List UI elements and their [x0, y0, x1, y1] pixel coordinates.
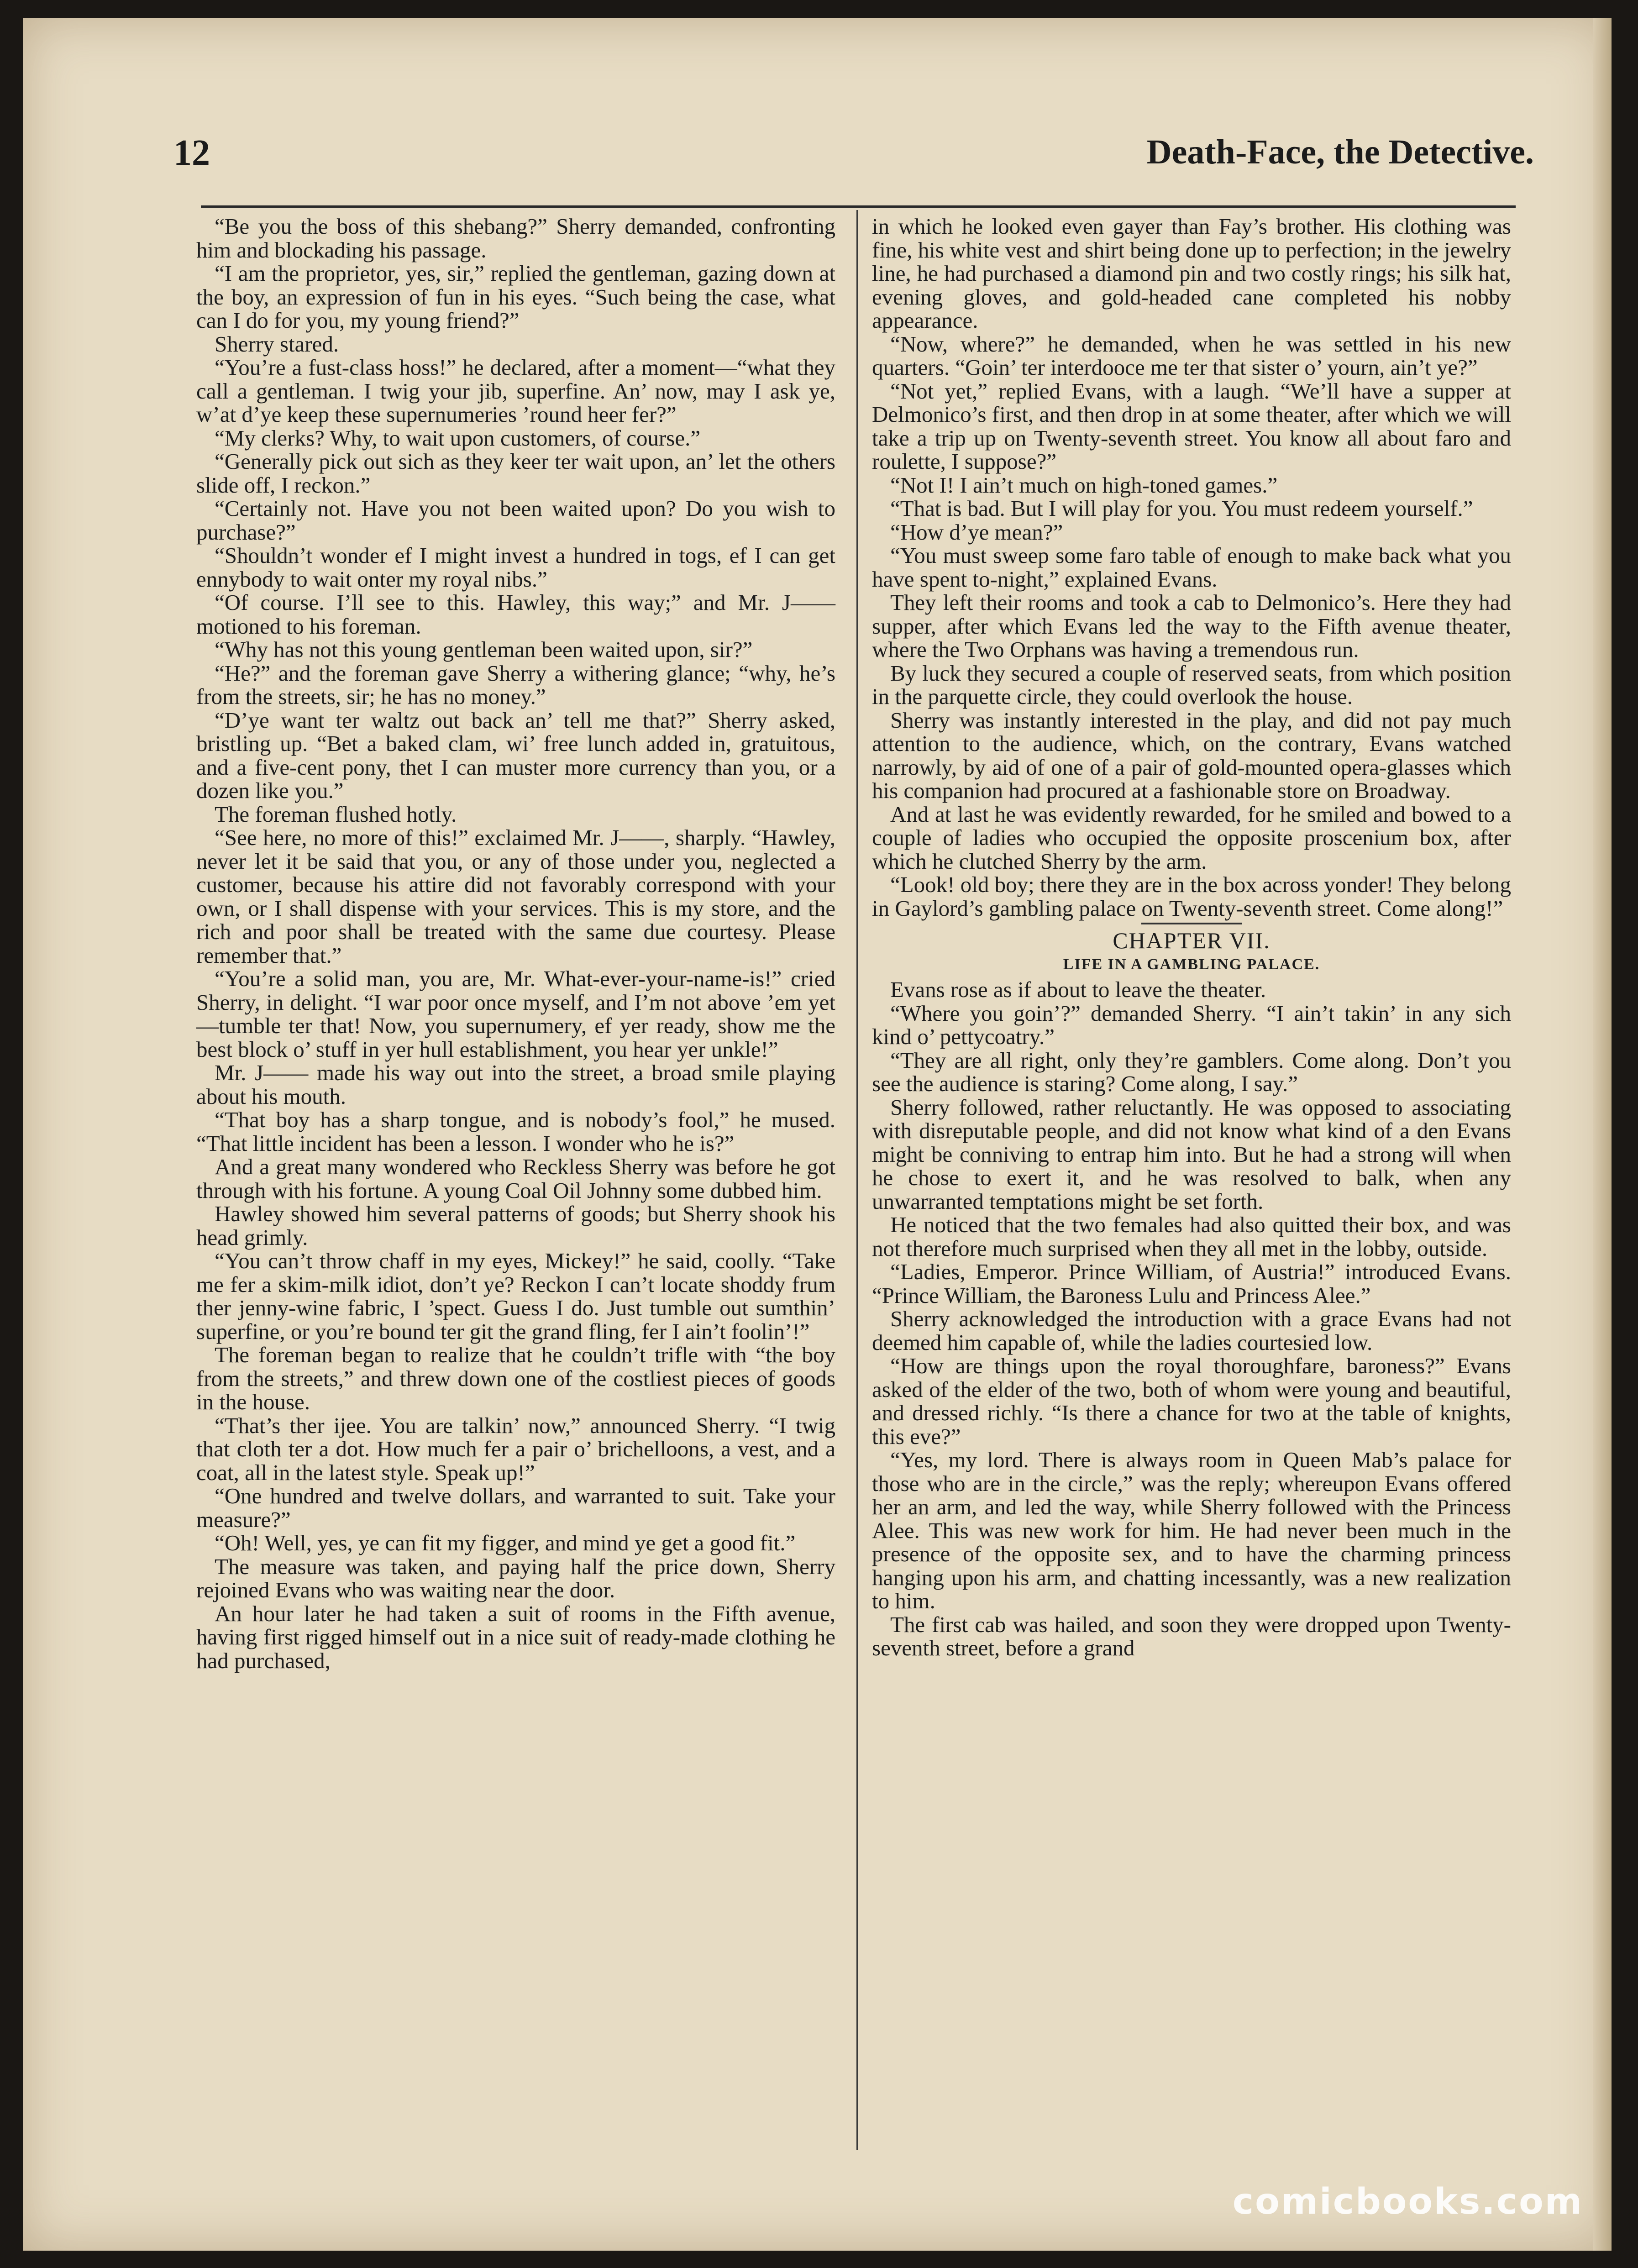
running-title: Death-Face, the Detective.: [1146, 133, 1534, 171]
paragraph: “Generally pick out sich as they keer ter wait upon, an’ let the others slide off, I reckon.”: [196, 449, 835, 498]
paragraph: in which he looked even gayer than Fay’s brother. His clothing was fine, his white vest and shirt being done up to perfection; in the jewelry line, he had purchased a diamond pin and two costly rings; his silk hat, evening gloves, and gold-headed cane completed his nobby appearance.: [872, 214, 1511, 333]
paragraph: “My clerks? Why, to wait upon customers, of course.”: [215, 425, 701, 451]
paragraph: The measure was taken, and paying half the price down, Sherry rejoined Evans who was waiting near the door.: [196, 1554, 835, 1602]
paragraph: “You can’t throw chaff in my eyes, Mickey!” he said, coolly. “Take me fer a skim-milk idiot, don’t ye? Reckon I can’t locate shoddy frum ther jenny-wine fabric, I ’spect. Guess I do. Just tumble out sumthin’ superfine, or you’re bound ter git the grand fling, fer I ain’t foolin’!”: [196, 1248, 835, 1344]
paragraph: And at last he was evidently rewarded, for he smiled and bowed to a couple of ladies who occupied the opposite proscenium box, after which he clutched Sherry by the arm.: [872, 801, 1511, 874]
paragraph: “One hundred and twelve dollars, and warranted to suit. Take your measure?”: [196, 1483, 835, 1532]
paragraph: “Oh! Well, yes, ye can fit my figger, and mind ye get a good fit.”: [215, 1530, 796, 1555]
paragraph: “Be you the boss of this shebang?” Sherry demanded, confronting him and blockading his passage.: [196, 214, 835, 262]
paragraph: “They are all right, only they’re gamblers. Come along. Don’t you see the audience is staring? Come along, I say.”: [872, 1047, 1511, 1096]
paragraph: “Not yet,” replied Evans, with a laugh. “We’ll have a supper at Delmonico’s first, and then drop in at some theater, after which we will take a trip up on Twenty-seventh street. You know all about faro and roulette, I suppose?”: [872, 378, 1511, 474]
paragraph: “See here, no more of this!” exclaimed Mr. J——, sharply. “Hawley, never let it be said that you, or any of those under you, neglected a customer, because his attire did not favorably correspond with your own, or I shall dispense with your services. This is my store, and the rich and poor shall be treated with the same due courtesy. Please remember that.”: [196, 825, 835, 968]
paragraph: The foreman flushed hotly.: [215, 801, 457, 827]
paragraph: “You’re a solid man, you are, Mr. What-ever-your-name-is!” cried Sherry, in delight. “I war poor once myself, and I’m not above ’em yet—tumble ter that! Now, you supernumery, ef yer ready, show me the best block o’ stuff in yer hull establishment, you hear yer unkle!”: [196, 966, 835, 1062]
paragraph: And a great many wondered who Reckless Sherry was before he got through with his fortune. A young Coal Oil Johnny some dubbed him.: [196, 1154, 835, 1203]
paragraph: They left their rooms and took a cab to Delmonico’s. Here they had supper, after which Evans led the way to the Fifth avenue theater, where the Two Orphans was having a tremendous run.: [872, 590, 1511, 662]
chapter-heading: CHAPTER VII.: [1113, 928, 1270, 953]
paragraph: The first cab was hailed, and soon they were dropped upon Twenty-seventh street, before a grand: [872, 1612, 1511, 1660]
paragraph: “I am the proprietor, yes, sir,” replied the gentleman, gazing down at the boy, an expression of fun in his eyes. “Such being the case, what can I do for you, my young friend?”: [196, 261, 835, 333]
watermark: comicbooks.com: [1232, 2181, 1583, 2222]
paragraph: Hawley showed him several patterns of goods; but Sherry shook his head grimly.: [196, 1201, 835, 1250]
paragraph: Mr. J—— made his way out into the street, a broad smile playing about his mouth.: [196, 1060, 835, 1109]
paragraph: An hour later he had taken a suit of rooms in the Fifth avenue, having first rigged himself out in a nice suit of ready-made clothing he had purchased,: [196, 1601, 835, 1673]
page-number: 12: [173, 133, 210, 173]
chapter-divider: [1141, 923, 1242, 924]
paragraph: “D’ye want ter waltz out back an’ tell me that?” Sherry asked, bristling up. “Bet a baked clam, wi’ free lunch added in, gratuitous, and a five-cent pony, thet I can muster more currency than you, or a dozen like you.”: [196, 707, 835, 803]
left-column: [196, 215, 835, 2178]
paragraph: By luck they secured a couple of reserved seats, from which position in the parquette circle, they could overlook the house.: [872, 660, 1511, 709]
paragraph: Evans rose as if about to leave the theater.: [890, 977, 1266, 1002]
paragraph: “That is bad. But I will play for you. You must redeem yourself.”: [890, 496, 1473, 521]
column-separator: [856, 210, 858, 2150]
page-spine-edge: [1593, 18, 1612, 2251]
paragraph: “That boy has a sharp tongue, and is nobody’s fool,” he mused. “That little incident has been a lesson. I wonder who he is?”: [196, 1107, 835, 1156]
paragraph: “How are things upon the royal thoroughfare, baroness?” Evans asked of the elder of the two, both of whom were young and beautiful, and dressed richly. “Is there a chance for two at the table of knights, this eve?”: [872, 1353, 1511, 1449]
paragraph: “Of course. I’ll see to this. Hawley, this way;” and Mr. J—— motioned to his foreman.: [196, 590, 835, 639]
paragraph: “Ladies, Emperor. Prince William, of Austria!” introduced Evans. “Prince William, the Baroness Lulu and Princess Alee.”: [872, 1259, 1511, 1308]
paragraph: Sherry stared.: [215, 331, 339, 357]
header-rule: [201, 205, 1516, 208]
paragraph: “Not I! I ain’t much on high-toned games.”: [890, 472, 1278, 498]
paragraph: “Where you goin’?” demanded Sherry. “I ain’t takin’ in any sich kind o’ pettycoatry.”: [872, 1000, 1511, 1049]
paragraph: “Now, where?” he demanded, when he was settled in his new quarters. “Goin’ ter interdooce me ter that sister o’ yourn, ain’t ye?”: [872, 331, 1511, 380]
paragraph: “You must sweep some faro table of enough to make back what you have spent to-night,” explained Evans.: [872, 543, 1511, 592]
paragraph: “Certainly not. Have you not been waited upon? Do you wish to purchase?”: [196, 496, 835, 545]
scanned-page: [23, 18, 1612, 2251]
paragraph: He noticed that the two females had also quitted their box, and was not therefore much surprised when they all met in the lobby, outside.: [872, 1212, 1511, 1261]
chapter-subtitle: LIFE IN A GAMBLING PALACE.: [1063, 956, 1320, 973]
page-header: [173, 132, 1534, 196]
paragraph: “Shouldn’t wonder ef I might invest a hundred in togs, ef I can get ennybody to wait onter my royal nibs.”: [196, 543, 835, 592]
paragraph: Sherry followed, rather reluctantly. He was opposed to associating with disreputable people, and did not know what kind of a den Evans might be conniving to entrap him into. But he had a strong will when he chose to exert it, and he was resolved to balk, when any unwarranted temptations might be set forth.: [872, 1094, 1511, 1214]
paragraph: “You’re a fust-class hoss!” he declared, after a moment—“what they call a gentleman. I twig your jib, superfine. An’ now, may I ask ye, w’at d’ye keep these supernumeries ’round heer fer?”: [196, 355, 835, 427]
paragraph: Sherry was instantly interested in the play, and did not pay much attention to the audience, which, on the contrary, Evans watched narrowly, by aid of one of a pair of gold-mounted opera-glasses which his companion had procured at a fashionable store on Broadway.: [872, 707, 1511, 803]
paragraph: Sherry acknowledged the introduction with a grace Evans had not deemed him capable of, while the ladies courtesied low.: [872, 1306, 1511, 1355]
paragraph: “How d’ye mean?”: [890, 519, 1063, 545]
paragraph: “Look! old boy; there they are in the box across yonder! They belong in Gaylord’s gambling palace on Twenty-seventh street. Come along!”: [872, 872, 1511, 921]
right-column: [872, 215, 1511, 2178]
paragraph: “He?” and the foreman gave Sherry a withering glance; “why, he’s from the streets, sir; he has no money.”: [196, 660, 835, 709]
paragraph: “That’s ther ijee. You are talkin’ now,” announced Sherry. “I twig that cloth ter a dot. How much fer a pair o’ brichelloons, a vest, and a coat, all in the latest style. Speak up!”: [196, 1412, 835, 1485]
paragraph: “Yes, my lord. There is always room in Queen Mab’s palace for those who are in the circle,” was the reply; whereupon Evans offered her an arm, and led the way, while Sherry followed with the Princess Alee. This was new work for him. He had never been much in the presence of the opposite sex, and to have the charming princess hanging upon his arm, and chatting incessantly, was a new realization to him.: [872, 1447, 1511, 1613]
paragraph: “Why has not this young gentleman been waited upon, sir?”: [215, 637, 753, 662]
paragraph: The foreman began to realize that he couldn’t trifle with “the boy from the streets,” and threw down one of the costliest pieces of goods in the house.: [196, 1342, 835, 1414]
